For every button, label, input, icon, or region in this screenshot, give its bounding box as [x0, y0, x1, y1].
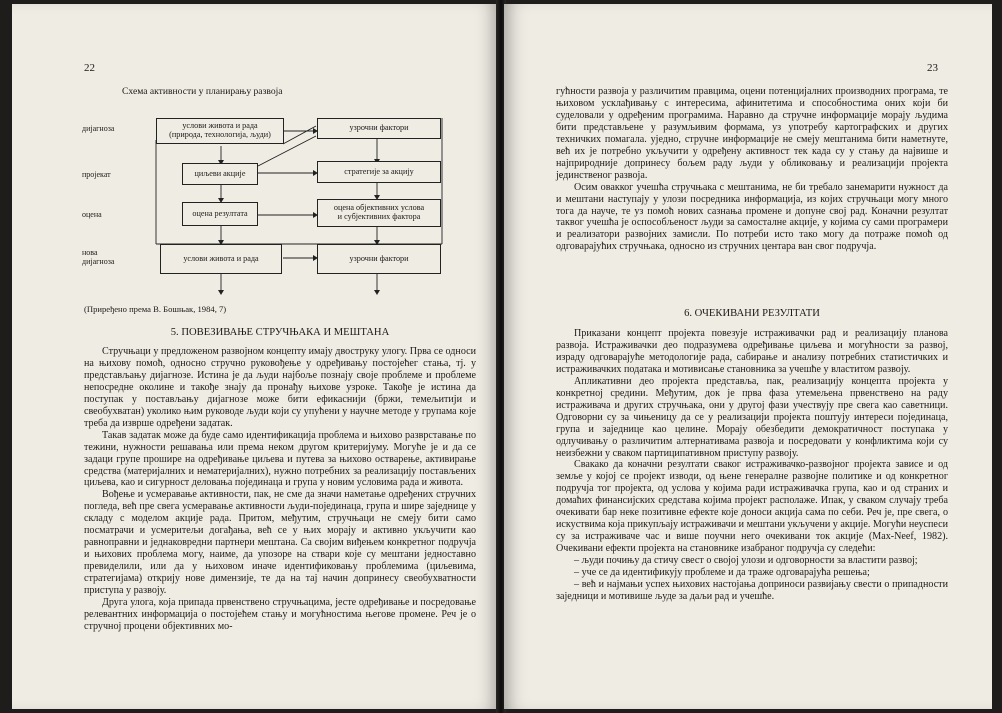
list-item: – већ и најмањи успех њихових настојања доприноси развијању свести о припадности заједници и мотивише људе за даљи рад и учешће. [556, 579, 948, 602]
box-results-evaluation: оцена резултата [182, 202, 258, 226]
paragraph: Апликативни део пројекта представља, пак, реализацију концепта пројекта у конкретној средини. Међутим, док је прва фаза утемељена првенствено на раду истраживача и других стручњака, они у другој фази учествују пре свега као саветници. Одговорни су за чињеницу да се у реализацији пројекта поштују интереси појединаца, група и заједнице као целине. Морају обезбедити демократичност поступака у одлучивању о различитим алтернативама развоја и посредовати у конфликтима који су неизбежни у сваком партиципативном приступу развоју. [556, 375, 948, 459]
right-top-text [556, 86, 948, 253]
stage-label-new-diagnosis: нова дијагноза [82, 248, 115, 266]
list-item: – уче се да идентификују проблеме и да траже одговарајућа решења; [574, 567, 870, 579]
box-action-strategies: стратегије за акцију [317, 161, 441, 183]
box-living-conditions: услови живота и рада (природа, технологија, људи) [156, 118, 284, 144]
paragraph: Приказани концепт пројекта повезује истраживачки рад и реализацију планова развоја. Истраживачки део подразумева одређивање циљева и могућности за развој, израду одговарајуће методологије рада, сабирање и анализу потребних статистичких и истраживачких података и мотивисање становника за учешће у властитом развоју. [556, 328, 948, 375]
diagram-title: Схема активности у планирању развоја [122, 86, 283, 97]
paragraph: Свакако да коначни резултати сваког истраживачко-развојног пројекта зависе и од земље у којој се пројект изводи, од њене генералне развојне политике и од конкретног подручја тог пројекта, од услова у којима ради истраживачка група, као и од страних и домаћих финансијских средстава којима пројект располаже. Ипак, у сваком случају треба очекивати бар неке позитивне ефекте које доноси акција сама по себи. Реч је, пре свега, о искуствима која прикупљају истраживачи и мештани укључени у акције. Могући неуспеси су за истраживаче час и више поучни него очекивани ток акције (Max-Neef, 1982). Очекивани ефекти пројекта на становнике изабраног подручја су следећи: [556, 459, 948, 555]
paragraph: Вођење и усмеравање активности, пак, не сме да значи наметање одређених стручних погледа, већ пре свега усмеравање активности људи-појединаца, група и шире заједнице у складу с моделом акције рада. Притом, међутим, стручњаци не смеју бити само посматрачи и усмеритељи догађања, већ се у њих морају и активно укључити као равноправни и једнаковредни партнери мештана. Са својим виђењем конкретног подручја и њихових проблема могу, наиме, да упозоре на ствари које су мештани једноставно превиделили, или да у њиховом иначе идентификовању проблемима (циљевима, стратегијама) открију нове димензије, те да на тај начин допринесу свеобухватности приступа у развоју. [84, 489, 476, 597]
page-number: 23 [927, 62, 938, 74]
right-bottom-text [556, 328, 948, 603]
paragraph: Стручњаци у предложеном развојном концепту имају двоструку улогу. Прва се односи на њихову помоћ, односно стручно руковођење у одређивању постојећег стања, тј. у представљању дијагнозе. Истина је да људи најбоље познају своје проблеме и проблеме непосредне околине и такође знају да пронађу њихове узроке. Такође је истина да поступак у постављању дијагнозе може бити ефикаснији (бржи, темељитији и свеобухватан) уколико њим руководе људи који су упућени у научне методе у групама које треба да изврше одређени задатак. [84, 346, 476, 429]
box-living-conditions-new: услови живота и рада [160, 244, 282, 274]
stage-label-project: пројекат [82, 170, 111, 179]
box-conditions-evaluation: оцена објективних услова и субјективних фактора [317, 199, 441, 227]
box-causal-factors: узрочни фактори [317, 118, 441, 139]
list-item: – људи почињу да стичу свест о својој улози и одговорности за властити развој; [574, 555, 918, 567]
paragraph: Такав задатак може да буде само идентификација проблема и њихово разврставање по тежини, нужности решавања или према неком другом критеријуму. Могуће је и да се задаци групе прошире на одређивање циљева и путева за њихово остварење, активирање средства (материјалних и нематеријалних), нужно потребних за реализацију постављених циљева, као и сигурност деловања појединаца и група у новим условима рада и живота. [84, 429, 476, 489]
paragraph: Друга улога, која припада првенствено стручњацима, јесте одређивање и посредовање релевантних информација о постојећем стању и могућностима његове промене. Реч је о стручној процени објективних мо- [84, 597, 476, 632]
left-body-text [84, 346, 476, 633]
paragraph: Осим овакког учешћа стручњака с мештанима, не би требало занемарити нужност да и мештани наступају у улози посредника информација, из којих стручњаци могу много тога да науче, те уз помоћ нових сазнања промене и допуне свој рад. Коначни резултат таквог учешћа је оспособљеност људи за самосталне акције, у којима су сами програмери и реализатори развојних замисли. По потреби исто тако могу да потраже помоћ од одговарајућих стручњака, односно из стручних центара ван свог подручја. [556, 181, 948, 253]
page-number: 22 [84, 62, 95, 74]
paragraph: гућности развоја у различитим правцима, оцени потенцијалних производних програма, те њиховом усклађивању с интересима, афинитетима и способностима оних који би суделовали у одређеним програмима. Наравно да стручне информације морају људима бити представљене у разумљивим формама, уз употребу картографских и других техничких помагала. уједно, стручне информације не смеју мештанима бити наметнуте, већ их је потребно укључити у одређену активност тек када су у стању да највише и најприродније допринесу бољем раду људи у обликовању и реализацији пројекта јединственог развоја. [556, 86, 948, 181]
diagram-source-note: (Приређено према В. Бошњак, 1984, 7) [84, 304, 227, 314]
left-page [12, 4, 498, 709]
stage-label-evaluation: оцена [82, 210, 102, 219]
stage-label-diagnosis: дијагноза [82, 124, 115, 133]
section-heading: 6. ОЧЕКИВАНИ РЕЗУЛТАТИ [684, 308, 820, 319]
right-page [504, 4, 992, 709]
box-action-goals: циљеви акције [182, 163, 258, 185]
section-heading: 5. ПОВЕЗИВАЊЕ СТРУЧЊАКА И МЕШТАНА [170, 327, 390, 338]
box-causal-factors-new: узрочни фактори [317, 244, 441, 274]
